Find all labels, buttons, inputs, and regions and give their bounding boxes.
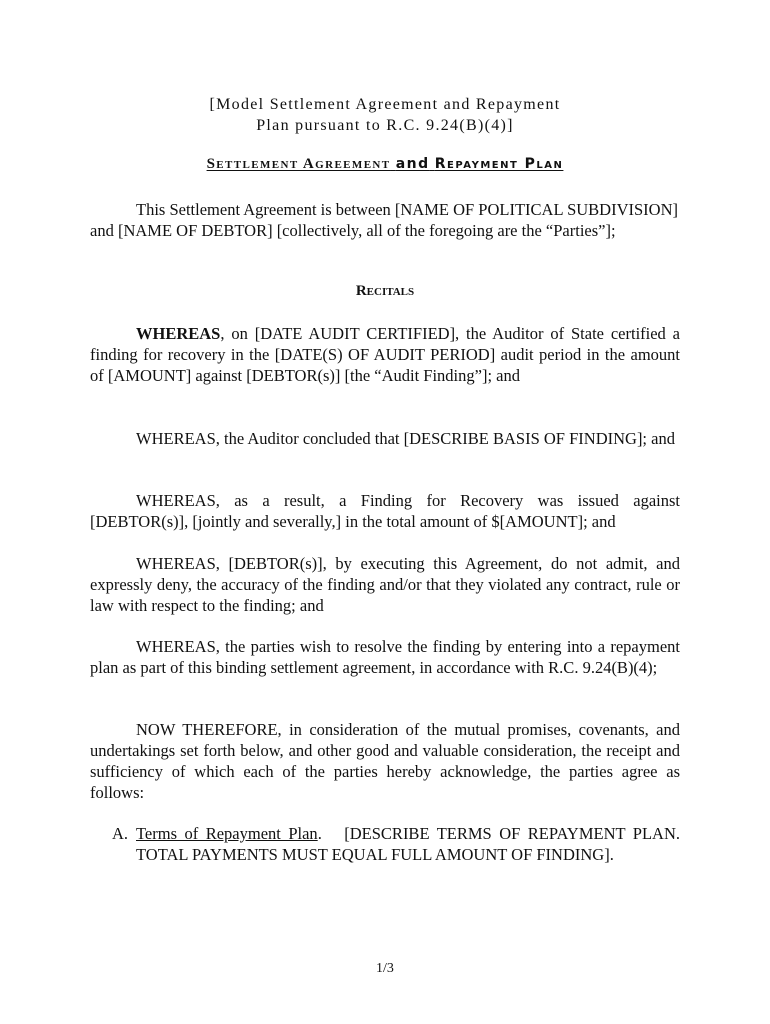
item-a-body bbox=[136, 823, 689, 865]
header-line-2: Plan pursuant to R.C. 9.24(B)(4)] bbox=[256, 117, 514, 134]
document-title bbox=[90, 156, 680, 173]
now-therefore-paragraph: NOW THEREFORE, in consideration of the mutual promises, covenants, and undertakings set forth below, and other good and valuable consideration, the receipt and sufficiency of which each of the parties hereby acknowledge, the parties agree as follows: bbox=[90, 720, 680, 802]
item-a-heading: Terms of Repayment Plan bbox=[136, 824, 318, 843]
whereas-paragraph-3: WHEREAS, as a result, a Finding for Recovery was issued against [DEBTOR(s)], [jointly and severally,] in the total amount of $[AMOUNT]; and bbox=[90, 491, 680, 531]
page-number: 1/3 bbox=[376, 961, 394, 976]
whereas-paragraph-5: WHEREAS, the parties wish to resolve the finding by entering into a repayment plan as part of this binding settlement agreement, in accordance with R.C. 9.24(B)(4); bbox=[90, 637, 680, 677]
whereas-1-text: , on [DATE AUDIT CERTIFIED], the Auditor of State certified a finding for recovery in the [DATE(S) OF AUDIT PERIOD] audit period in the amount of [AMOUNT] against [DEBTOR(s)] [the “Audit Finding”]; and bbox=[90, 324, 680, 385]
title-part-1: Settlement Agreement bbox=[206, 156, 391, 172]
title-part-2: Repayment Plan bbox=[434, 156, 564, 172]
item-a-marker: A. bbox=[112, 824, 129, 843]
model-header bbox=[90, 94, 680, 136]
list-item-a bbox=[112, 823, 689, 865]
item-a-text: . [DESCRIBE TERMS OF REPAYMENT PLAN. TOTAL PAYMENTS MUST EQUAL FULL AMOUNT OF FINDING]. bbox=[136, 824, 689, 864]
recitals-heading: Recitals bbox=[355, 283, 415, 299]
whereas-paragraph-4: WHEREAS, [DEBTOR(s)], by executing this Agreement, do not admit, and expressly deny, the accuracy of the finding and/or that they violated any contract, rule or law with respect to the finding; and bbox=[90, 554, 680, 615]
title-and: and bbox=[395, 156, 430, 172]
header-line-1: [Model Settlement Agreement and Repayment bbox=[209, 96, 561, 113]
whereas-paragraph-2: WHEREAS, the Auditor concluded that [DESCRIBE BASIS OF FINDING]; and bbox=[136, 429, 675, 448]
whereas-paragraph-1 bbox=[90, 323, 680, 386]
intro-paragraph: This Settlement Agreement is between [NAME OF POLITICAL SUBDIVISION] and [NAME OF DEBTOR] [collectively, all of the foregoing are the “Parties”]; bbox=[90, 200, 678, 240]
whereas-lead: WHEREAS bbox=[136, 324, 221, 343]
